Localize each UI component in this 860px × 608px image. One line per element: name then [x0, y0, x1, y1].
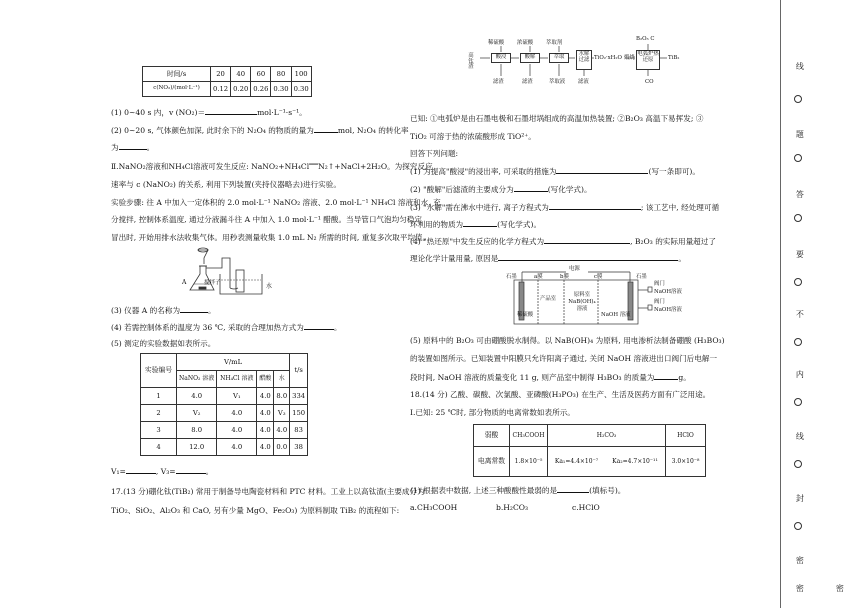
answer-blank[interactable]	[119, 142, 147, 150]
experiment-data-table	[140, 353, 308, 456]
paragraph-text: TiO₂ 可溶于热的浓硫酸形成 TiO²⁺。	[410, 132, 536, 141]
question-text: g。	[678, 373, 691, 382]
valve-icon[interactable]	[648, 305, 652, 310]
flow-step: 水解过滤	[576, 50, 592, 70]
membrane-label: c膜	[594, 274, 603, 280]
binding-circle	[794, 460, 802, 468]
question-18-text: 18.(14 分) 乙酸、碳酸、次氯酸、亚磷酸(H₃PO₃) 在生产、生活及医药方面有广泛用途。	[410, 390, 711, 399]
flow-step: 酸解	[520, 53, 540, 63]
naoh-label: NaOH溶液	[654, 307, 682, 313]
margin-char: 线	[795, 62, 805, 70]
question-text: (4) 若需控制体系的温度为 36 ℃, 采取的合理加热方式为	[111, 323, 304, 332]
margin-char: 内	[795, 370, 805, 378]
table-cell: 12.0	[177, 439, 217, 456]
question-text: (3) "水解"需在沸水中进行, 离子方程式为	[410, 203, 549, 212]
reaction-arrow: ═══	[309, 162, 319, 168]
table-cell: 38	[290, 439, 308, 456]
intermediate-label: TiO₂·xH₂O	[594, 55, 622, 61]
table-row	[141, 354, 308, 371]
question-r3	[410, 202, 719, 213]
table-cell: 时间/s	[143, 67, 211, 82]
table-cell: 2	[141, 405, 177, 422]
paragraph-text: 已知: ①电弧炉是由石墨电极和石墨坩埚组成的高温加热装置; ②B₂O₃ 高温下易挥发; ③	[410, 114, 704, 123]
question-text: (2) "酸解"后滤渣的主要成分为	[410, 185, 514, 194]
question-text: (写一条即可)。	[648, 167, 700, 176]
table-cell: 实验编号	[141, 354, 177, 388]
table-cell: 3	[141, 422, 177, 439]
flow-step: 酸浸	[491, 53, 511, 63]
binding-circle	[794, 214, 802, 222]
question-r3-cont	[410, 219, 541, 230]
table-cell: V₁	[217, 388, 257, 405]
answer-blank[interactable]	[463, 219, 497, 227]
paragraph-text: (5) 原料中的 B₂O₃ 可由硼酸脱水制得。以 NaB(OH)₄ 为原料, 用电渗析法制备硼酸 (H₃BO₃)	[410, 336, 725, 345]
reagent-label: 稀硫酸	[488, 40, 505, 46]
reagent-label: 浓硫酸	[517, 40, 534, 46]
answer-blank[interactable]	[549, 202, 641, 210]
question-2	[111, 125, 409, 136]
paragraph-text: 的装置如图所示。已知装置中阳膜只允许阳离子通过, 关闭 NaOH 溶液进出口阀门后电解一	[410, 354, 718, 363]
answer-blank[interactable]	[654, 372, 678, 380]
answer-blank[interactable]	[205, 107, 257, 115]
margin-char: 线	[795, 432, 805, 440]
paragraph-text: 分搅拌, 控制体系温度, 通过分液漏斗往 A 中加入 1.0 mol·L⁻¹ 醋酸。当导管口气泡均匀稳定	[111, 215, 422, 224]
margin-char: 封	[795, 494, 805, 502]
byproduct-label: 滤渣	[493, 79, 504, 85]
table-cell: HClO	[666, 425, 706, 447]
chamber-label: 稀硫酸	[517, 312, 534, 318]
margin-char: 不	[795, 310, 805, 318]
label-stir: 搅拌子	[204, 280, 221, 286]
question-r2	[410, 184, 592, 195]
answer-blank[interactable]	[557, 485, 589, 493]
table-cell: 0.30	[271, 82, 291, 97]
start-material: 高钛渣	[468, 53, 474, 71]
table-cell: c(NO₂)/(mol·L⁻¹)	[143, 82, 211, 97]
paragraph-text: 实验步骤: 往 A 中加入一定体积的 2.0 mol·L⁻¹ NaNO₂ 溶液、2.0 mol·L⁻¹ NH₄Cl 溶液和水, 充	[111, 198, 441, 207]
binding-circle	[794, 95, 802, 103]
table-cell: V/mL	[177, 354, 290, 371]
punctuation: 。	[678, 254, 686, 263]
question-text: (填标号)。	[589, 486, 626, 495]
paragraph-text: N₂↑+NaCl+2H₂O。为探究反应	[318, 162, 433, 171]
table-cell: 8.0	[177, 422, 217, 439]
answer-blank[interactable]	[314, 125, 338, 133]
table-cell: NH₄Cl 溶液	[217, 371, 257, 388]
table-cell: 8.0	[274, 388, 290, 405]
label-water: 水	[266, 283, 273, 290]
table-cell: t/s	[290, 354, 308, 388]
electrode-label: 石墨	[506, 274, 517, 280]
byproduct-label: 滤液	[578, 79, 589, 85]
binding-circle	[794, 522, 802, 530]
table-cell: 80	[271, 67, 291, 82]
margin-char: 密	[795, 584, 805, 592]
table-cell: 83	[290, 422, 308, 439]
question-text: 段时间, NaOH 溶液的质量变化 11 g, 则产品室中制得 H₃BO₃ 的质量为	[410, 373, 655, 382]
question-text: 理论化学计量用量, 原因是	[410, 254, 499, 263]
question-18-1	[410, 485, 625, 496]
option-a[interactable]: a.CH₃COOH	[410, 503, 458, 512]
answer-blank[interactable]	[544, 236, 630, 244]
byproduct-label: CO	[645, 79, 654, 85]
table-cell: 150	[290, 405, 308, 422]
table-cell: 100	[291, 67, 311, 82]
paragraph-text: 冒出时, 开始用排水法收集气体。用秒表测量收集 1.0 mL N₂ 所需的时间, 重复多次取平均值。	[111, 233, 431, 242]
table-cell: V₂	[177, 405, 217, 422]
punctuation: 。	[333, 323, 342, 332]
table-cell: 4	[141, 439, 177, 456]
flask-shape	[190, 266, 214, 290]
answer-blank[interactable]	[304, 322, 334, 330]
flowchart-arrows	[470, 40, 680, 85]
question-text: , V₃=	[155, 467, 176, 476]
section-2-intro	[111, 162, 433, 172]
binding-line	[780, 0, 781, 608]
binding-circle	[794, 338, 802, 346]
product-label: TiB₂	[668, 55, 680, 61]
byproduct-label: 滤渣	[522, 79, 533, 85]
table-cell: 4.0	[274, 422, 290, 439]
table-row	[141, 439, 308, 456]
membrane-label: a膜	[534, 274, 543, 280]
chamber-label: 原料室 NaB(OH)₄ 溶液	[568, 292, 596, 313]
water-trough	[220, 274, 262, 294]
label-a: A	[182, 279, 187, 286]
margin-char: 密	[835, 584, 845, 592]
question-17-text: 17.(13 分)硼化钛(TiB₂) 常用于制备导电陶瓷材料和 PTC 材料。工业上以高钛渣(主要成分为	[111, 487, 425, 496]
table-cell: 0.20	[231, 82, 251, 97]
table-cell: 4.0	[217, 439, 257, 456]
paragraph-text: Ⅱ.NaNO₂溶液和NH₄Cl溶液可发生反应: NaNO₂+NH₄Cl	[111, 162, 310, 171]
table-cell: 20	[211, 67, 231, 82]
question-17-text: TiO₂、SiO₂、Al₂O₃ 和 CaO, 另有少量 MgO、Fe₂O₃) 为原料制取 TiB₂ 的流程如下:	[111, 506, 400, 515]
electrode-label: 石墨	[636, 274, 647, 280]
answer-blank[interactable]	[126, 466, 156, 474]
margin-char: 题	[795, 130, 805, 138]
table-cell: 0.12	[211, 82, 231, 97]
question-r4-cont	[410, 253, 686, 264]
flow-step: 电弧炉热还原	[636, 50, 660, 70]
table-cell: Ka₂=4.7×10⁻¹¹	[605, 447, 665, 477]
valve-icon[interactable]	[648, 287, 652, 292]
valve-label: 阀门	[654, 299, 665, 305]
table-cell: 弱酸	[474, 425, 510, 447]
option-b[interactable]: b.H₂CO₃	[496, 503, 529, 512]
table-row	[141, 405, 308, 422]
question-text: ; 该工艺中, 经处理可循	[640, 203, 720, 212]
naoh-label: NaOH溶液	[654, 289, 682, 295]
table-cell: 1.8×10⁻⁵	[510, 447, 548, 477]
table-cell: 4.0	[257, 422, 274, 439]
question-4	[111, 322, 341, 333]
reagent-label: 萃取剂	[546, 40, 563, 46]
question-text: 为	[111, 143, 119, 152]
time-concentration-table	[142, 66, 312, 97]
power-label: 电源	[569, 266, 580, 272]
electrodialysis-diagram	[506, 268, 696, 326]
answer-blank[interactable]	[514, 184, 548, 192]
table-cell: NaNO₂ 溶液	[177, 371, 217, 388]
calcine-label: 煅烧	[624, 55, 635, 61]
table-cell: 334	[290, 388, 308, 405]
chamber-label: NaOH 溶液	[601, 312, 631, 318]
unit-text: mol·L⁻¹·s⁻¹。	[257, 108, 307, 117]
question-text: (1) 0~40 s 内，v (NO₂)＝	[111, 108, 206, 117]
table-cell: 4.0	[217, 422, 257, 439]
paragraph-text: 速率与 c (NaNO₂) 的关系, 利用下列装置(夹持仪器略去)进行实验。	[111, 180, 341, 189]
punctuation: 。	[205, 467, 214, 476]
question-text: (3) 仪器 A 的名称为	[111, 306, 181, 315]
margin-char: 答	[795, 190, 805, 198]
answer-blank[interactable]	[556, 166, 648, 174]
question-3	[111, 305, 216, 316]
table-cell: 3.0×10⁻⁸	[666, 447, 706, 477]
question-text: (1) 根据表中数据, 上述三种酸酸性最弱的是	[410, 486, 558, 495]
reagent-label: B₂O₃ C	[636, 36, 655, 42]
table-cell: Ka₁=4.4×10⁻⁷	[548, 447, 606, 477]
question-r5	[410, 372, 691, 383]
binding-circle	[794, 154, 802, 162]
question-r4	[410, 236, 716, 247]
apparatus-diagram	[170, 244, 280, 302]
table-cell: 4.0	[257, 439, 274, 456]
table-cell: 4.0	[177, 388, 217, 405]
table-row	[143, 82, 312, 97]
paragraph-text: Ⅰ.已知: 25 ℃时, 部分物质的电离常数如表所示。	[410, 408, 575, 417]
question-text: mol, N₂O₄ 的转化率	[337, 126, 409, 135]
table-cell: 1	[141, 388, 177, 405]
flow-step: 萃取	[549, 53, 569, 63]
table-cell: 4.0	[257, 405, 274, 422]
margin-char: 密	[795, 556, 805, 564]
table-cell: 0.0	[274, 439, 290, 456]
question-text: (写化学式)。	[547, 185, 592, 194]
question-text: (4) "热还原"中发生反应的化学方程式为	[410, 237, 545, 246]
question-text: (写化学式)。	[497, 220, 542, 229]
stir-bar	[199, 287, 206, 289]
question-text: (2) 0~20 s, 气体颜色加深, 此时余下的 N₂O₄ 的物质的量为	[111, 126, 314, 135]
table-row	[143, 67, 312, 82]
table-row	[474, 447, 706, 477]
table-row	[141, 422, 308, 439]
option-c[interactable]: c.HClO	[572, 503, 600, 512]
question-text: (1) 为提高"酸浸"的浸出率, 可采取的措施为	[410, 167, 557, 176]
question-text: , B₂O₃ 的实际用量超过了	[630, 237, 716, 246]
punctuation: 。	[146, 143, 155, 152]
table-cell: 0.30	[291, 82, 311, 97]
table-row	[141, 388, 308, 405]
table-cell: 40	[231, 67, 251, 82]
table-cell: 0.26	[251, 82, 271, 97]
question-text: 环利用的物质为	[410, 220, 464, 229]
membrane-label: b膜	[560, 274, 569, 280]
table-cell: 水	[274, 371, 290, 388]
table-row	[474, 425, 706, 447]
table-cell: CH₃COOH	[510, 425, 548, 447]
table-cell: 醋酸	[257, 371, 274, 388]
answer-blank[interactable]	[176, 466, 206, 474]
question-1	[111, 107, 307, 118]
question-2-cont	[111, 142, 154, 153]
table-cell: 4.0	[257, 388, 274, 405]
valve-label: 阀门	[654, 281, 665, 287]
binding-circle	[794, 278, 802, 286]
question-r1	[410, 166, 700, 177]
chamber-label: 产品室	[540, 296, 557, 302]
table-cell: H₂CO₃	[548, 425, 666, 447]
answer-blank[interactable]	[180, 305, 208, 313]
question-text: (5) 测定的实验数据如表所示。	[111, 339, 216, 348]
table-cell: V₃	[274, 405, 290, 422]
table-cell: 电离常数	[474, 447, 510, 477]
table-cell: 4.0	[217, 405, 257, 422]
paragraph-text: 回答下列问题:	[410, 149, 459, 158]
ionization-constant-table	[473, 424, 706, 477]
binding-circle	[794, 398, 802, 406]
v-answers-line	[111, 466, 213, 477]
margin-char: 要	[795, 250, 805, 258]
question-text: V₁=	[111, 467, 126, 476]
byproduct-label: 萃取液	[549, 79, 566, 85]
table-cell: 60	[251, 67, 271, 82]
punctuation: 。	[208, 306, 216, 315]
answer-blank[interactable]	[498, 253, 678, 261]
